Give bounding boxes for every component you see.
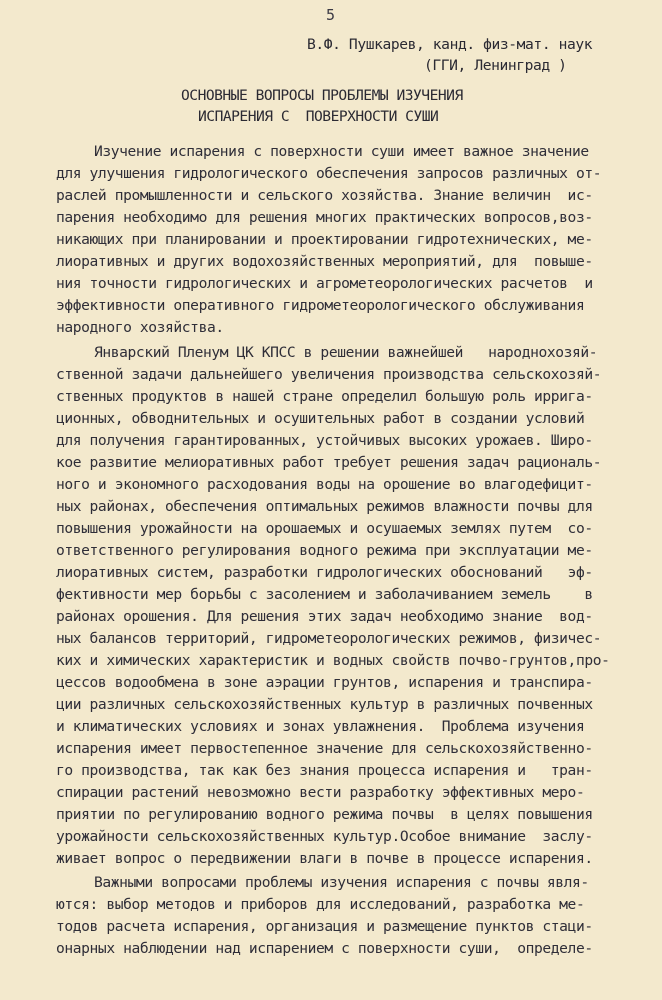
text-line: онарных наблюдении над испарением с поверхности суши, определе- bbox=[56, 940, 593, 957]
text-line: кое развитие мелиоративных работ требует решения задач рациональ- bbox=[56, 454, 602, 471]
text-line: народного хозяйства. bbox=[56, 319, 224, 336]
text-line: ционных, обводнительных и осушительных работ в создании условий bbox=[56, 410, 585, 427]
text-line: живает вопрос о передвижении влаги в почве в процессе испарения. bbox=[56, 850, 593, 867]
text-line: испарения имеет первостепенное значение для сельскохозяйственно- bbox=[56, 740, 593, 757]
document-title-line1: ОСНОВНЫЕ ВОПРОСЫ ПРОБЛЕМЫ ИЗУЧЕНИЯ bbox=[181, 87, 463, 104]
text-line: тодов расчета испарения, организация и размещение пунктов стаци- bbox=[56, 918, 593, 935]
text-line: го производства, так как без знания процесса испарения и тран- bbox=[56, 762, 593, 779]
text-line: лиоративных и других водохозяйственных мероприятий, для повыше- bbox=[56, 253, 593, 270]
text-line: цессов водообмена в зоне аэрации грунтов, испарения и транспира- bbox=[56, 674, 593, 691]
text-line: для улучшения гидрологического обеспечения запросов различных от- bbox=[56, 165, 602, 182]
text-line: парения необходимо для решения многих практических вопросов,воз- bbox=[56, 209, 593, 226]
text-line: Январский Пленум ЦК КПСС в решении важнейшей народнохозяй- bbox=[94, 344, 598, 361]
text-line: приятии по регулированию водного режима почвы в целях повышения bbox=[56, 806, 593, 823]
text-line: для получения гарантированных, устойчивых высоких урожаев. Широ- bbox=[56, 432, 593, 449]
author-name: В.Ф. Пушкарев, канд. физ-мат. наук bbox=[307, 36, 593, 53]
text-line: урожайности сельскохозяйственных культур.Особое внимание заслу- bbox=[56, 828, 593, 845]
text-line: никающих при планировании и проектировании гидротехнических, ме- bbox=[56, 231, 593, 248]
text-line: Изучение испарения с поверхности суши имеет важное значение bbox=[94, 143, 589, 160]
text-line: ных балансов территорий, гидрометеорологических режимов, физичес- bbox=[56, 630, 602, 647]
document-title-line2: ИСПАРЕНИЯ С ПОВЕРХНОСТИ СУШИ bbox=[198, 108, 439, 125]
text-line: спирации растений невозможно вести разработку эффективных меро- bbox=[56, 784, 585, 801]
text-line: ких и химических характеристик и водных свойств почво-грунтов,про- bbox=[56, 652, 610, 669]
text-line: ции различных сельскохозяйственных культур в различных почвенных bbox=[56, 696, 593, 713]
text-line: ственных продуктов в нашей стране определил большую роль ирригa- bbox=[56, 388, 593, 405]
text-line: фективности мер борьбы с засолением и заболачиванием земель в bbox=[56, 586, 593, 603]
text-line: ного и экономного расходования воды на орошение во влагодефицит- bbox=[56, 476, 593, 493]
text-line: ответственного регулирования водного режима при эксплуатации ме- bbox=[56, 542, 593, 559]
text-line: районах орошения. Для решения этих задач необходимо знание вод- bbox=[56, 608, 593, 625]
page-number: 5 bbox=[326, 6, 336, 24]
author-affiliation: (ГГИ, Ленинград ) bbox=[424, 57, 567, 74]
text-line: лиоративных систем, разработки гидрологических обоснований эф- bbox=[56, 564, 593, 581]
text-line: ния точности гидрологических и агрометеорологических расчетов и bbox=[56, 275, 593, 292]
text-line: ных районах, обеспечения оптимальных режимов влажности почвы для bbox=[56, 498, 593, 515]
text-line: и климатических условиях и зонах увлажнения. Проблема изучения bbox=[56, 718, 585, 735]
text-line: повышения урожайности на орошаемых и осушаемых землях путем со- bbox=[56, 520, 593, 537]
text-line: ются: выбор методов и приборов для исследований, разработка ме- bbox=[56, 896, 585, 913]
text-line: раслей промышленности и сельского хозяйства. Знание величин ис- bbox=[56, 187, 593, 204]
text-line: Важными вопросами проблемы изучения испарения с почвы явля- bbox=[94, 874, 589, 891]
text-line: эффективности оперативного гидрометеорологического обслуживания bbox=[56, 297, 585, 314]
text-line: ственной задачи дальнейшего увеличения производства сельскохозяй- bbox=[56, 366, 602, 383]
